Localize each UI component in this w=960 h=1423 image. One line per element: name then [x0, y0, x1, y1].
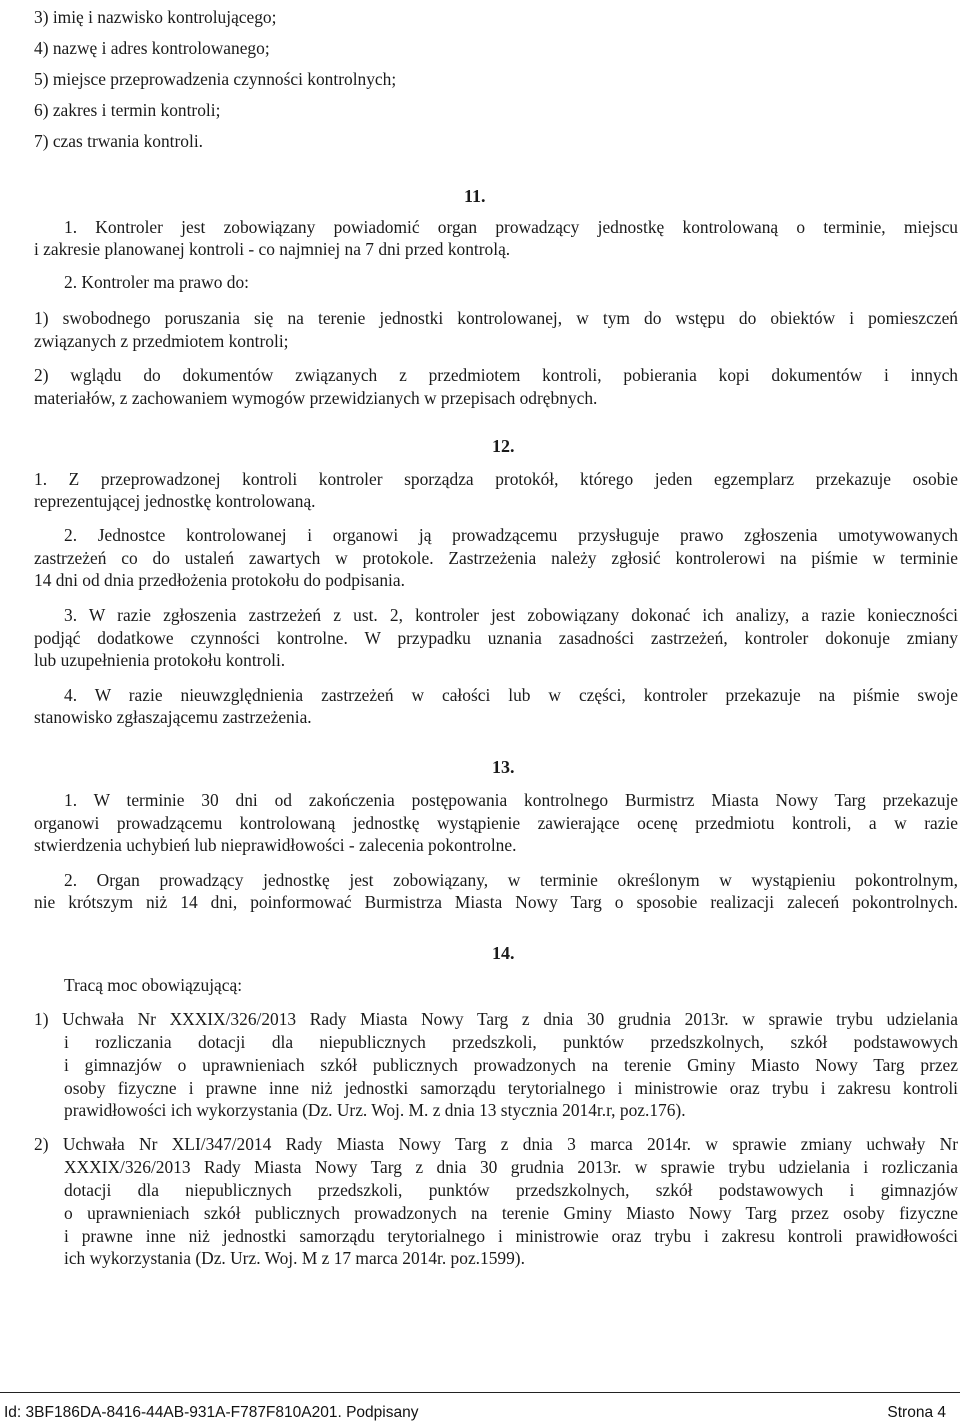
list-item: i gimnazjów o uprawnieniach szkół publicznych prowadzonych na terenie Gminy Miasto Nowy Targ przez: [64, 1055, 958, 1075]
list-item: i rozliczania dotacji dla niepublicznych przedszkoli, punktów przedszkolnych, szkół podstawowych: [64, 1032, 958, 1052]
paragraph-line: reprezentującej jednostkę kontrolowaną.: [34, 491, 316, 511]
list-item: 7) czas trwania kontroli.: [34, 131, 204, 151]
paragraph-line: 1. W terminie 30 dni od zakończenia postępowania kontrolnego Burmistrz Miasta Nowy Targ przekazuje: [64, 790, 958, 810]
list-item: 2) wglądu do dokumentów związanych z przedmiotem kontroli, pobierania kopi dokumentów i innych: [34, 365, 958, 385]
paragraph-line: 14 dni od dnia przedłożenia protokołu do podpisania.: [34, 570, 405, 590]
page-footer: [0, 1392, 960, 1423]
paragraph-line: 2. Jednostce kontrolowanej i organowi ją prowadzącemu przysługuje prawo zgłoszenia umotywowanych: [64, 525, 958, 545]
paragraph-line: i zakresie planowanej kontroli - co najmniej na 7 dni przed kontrolą.: [34, 239, 511, 259]
list-item: 4) nazwę i adres kontrolowanego;: [34, 38, 270, 58]
paragraph-line: 2. Organ prowadzący jednostkę jest zobowiązany, w terminie określonym w wystąpieniu pokontrolnym,: [64, 870, 958, 890]
list-item: ich wykorzystania (Dz. Urz. Woj. M z 17 marca 2014r. poz.1599).: [64, 1248, 525, 1268]
paragraph-line: stwierdzenia uchybień lub nieprawidłowości - zalecenia pokontrolne.: [34, 835, 517, 855]
list-item: dotacji dla niepublicznych przedszkoli, punktów przedszkolnych, szkół podstawowych i gimnazjów: [64, 1180, 958, 1200]
list-item: prawidłowości ich wykorzystania (Dz. Urz. Woj. M. z dnia 13 stycznia 2014r.r, poz.176).: [64, 1100, 686, 1120]
paragraph-line: Tracą moc obowiązującą:: [64, 975, 243, 995]
section-heading-14: 14.: [492, 943, 515, 963]
list-item: 6) zakres i termin kontroli;: [34, 100, 221, 120]
section-heading-13: 13.: [492, 757, 515, 777]
list-item: 1) Uchwała Nr XXXIX/326/2013 Rady Miasta Nowy Targ z dnia 30 grudnia 2013r. w sprawie trybu udzielania: [34, 1009, 958, 1029]
list-item: związanych z przedmiotem kontroli;: [34, 331, 289, 351]
list-item: o uprawnieniach szkół publicznych prowadzonych na terenie Gminy Miasto Nowy Targ przez osoby fizyczne: [64, 1203, 958, 1223]
paragraph-line: stanowisko zgłaszającemu zastrzeżenia.: [34, 707, 312, 727]
list-item: 1) swobodnego poruszania się na terenie jednostki kontrolowanej, w tym do wstępu do obiektów i pomieszczeń: [34, 308, 958, 328]
paragraph-line: organowi prowadzącemu kontrolowaną jednostkę wystąpienie zawierające ocenę przedmiotu kontroli, a w razie: [34, 813, 958, 833]
section-heading-11: 11.: [464, 186, 486, 206]
page-number: Strona 4: [887, 1404, 946, 1421]
paragraph-line: 3. W razie zgłoszenia zastrzeżeń z ust. 2, kontroler jest zobowiązany dokonać ich analizy, a razie konieczności: [64, 605, 958, 625]
list-item: i prawne inne niż jednostki samorządu terytorialnego i ministrowie oraz trybu i zakresu kontroli prawidłowości: [64, 1226, 958, 1246]
list-item: 5) miejsce przeprowadzenia czynności kontrolnych;: [34, 69, 397, 89]
paragraph-line: nie krótszym niż 14 dni, poinformować Burmistrza Miasta Nowy Targ o sposobie realizacji zaleceń pokontrolnych.: [34, 892, 958, 912]
paragraph-line: 2. Kontroler ma prawo do:: [64, 272, 249, 292]
document-id: Id: 3BF186DA-8416-44AB-931A-F787F810A201. Podpisany: [4, 1404, 419, 1421]
list-item: osoby fizyczne i prawne inne niż jednostki samorządu terytorialnego i ministrowie oraz trybu i zakresu kontroli: [64, 1078, 958, 1098]
section-heading-12: 12.: [492, 436, 515, 456]
paragraph-line: zastrzeżeń co do ustaleń zawartych w protokole. Zastrzeżenia należy zgłosić kontrolerowi na piśmie w terminie: [34, 548, 958, 568]
paragraph-line: 1. Kontroler jest zobowiązany powiadomić organ prowadzący jednostkę kontrolowaną o terminie, miejscu: [64, 217, 958, 237]
paragraph-line: lub uzupełnienia protokołu kontroli.: [34, 650, 286, 670]
paragraph-line: 4. W razie nieuwzględnienia zastrzeżeń w całości lub w części, kontroler przekazuje na piśmie swoje: [64, 685, 958, 705]
list-item: XXXIX/326/2013 Rady Miasta Nowy Targ z dnia 30 grudnia 2013r. w sprawie trybu udzielania i rozliczania: [64, 1157, 958, 1177]
list-item: 2) Uchwała Nr XLI/347/2014 Rady Miasta Nowy Targ z dnia 3 marca 2014r. w sprawie zmiany uchwały Nr: [34, 1134, 958, 1154]
list-item: 3) imię i nazwisko kontrolującego;: [34, 7, 277, 27]
paragraph-line: podjąć dodatkowe czynności kontrolne. W przypadku uznania zasadności zastrzeżeń, kontroler dokonuje zmiany: [34, 628, 958, 648]
list-item: materiałów, z zachowaniem wymogów przewidzianych w przepisach odrębnych.: [34, 388, 598, 408]
paragraph-line: 1. Z przeprowadzonej kontroli kontroler sporządza protokół, którego jeden egzemplarz przekazuje osobie: [34, 469, 958, 489]
